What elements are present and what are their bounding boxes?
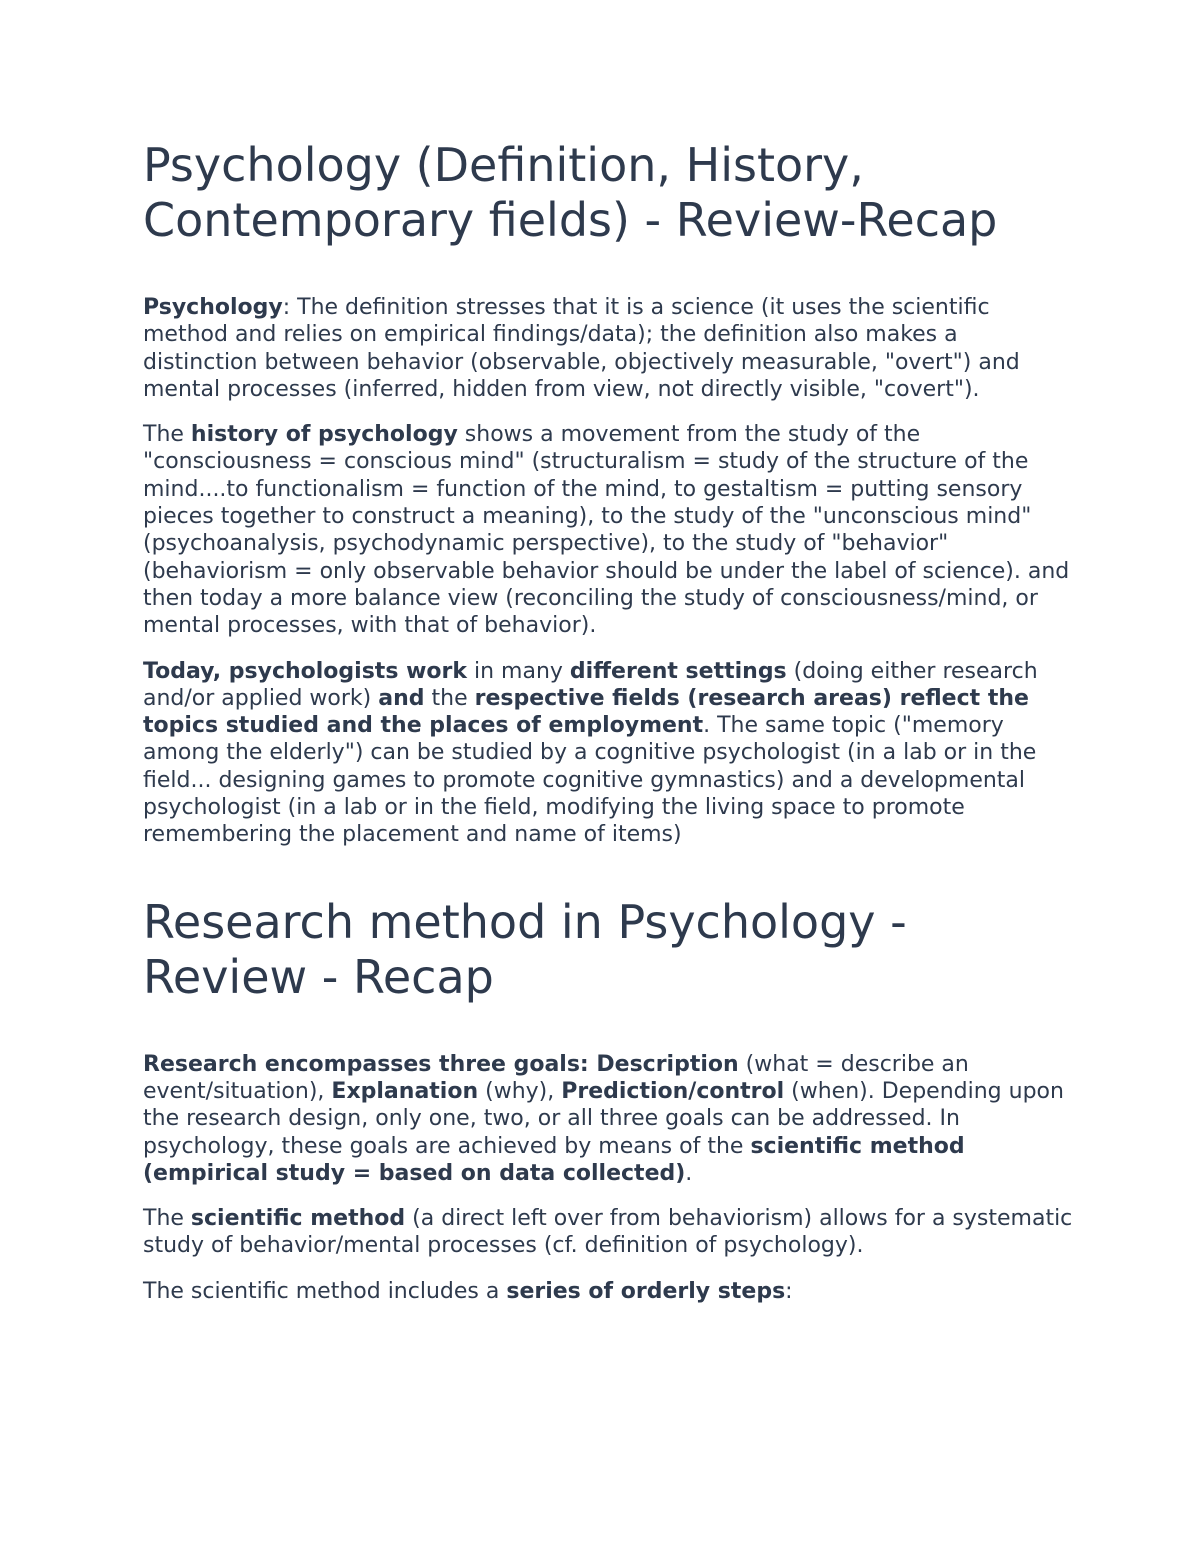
- paragraph-orderly-steps: The scientific method includes a series of orderly steps:: [143, 1278, 793, 1304]
- paragraph-history: The history of psychology shows a movement from the study of the "consciousness = conscious mind" (structuralism = study of the structure of the mind....to functionalism = function of the mind, to gestaltism = putting sensory pieces together to construct a meaning), to the study of the "unconscious mind" (psychoanalysis, psychodynamic perspective), to the study of "behavior" (behaviorism = only observable behavior should be under the label of science). and then today a more balance view (reconciling the study of consciousness/mind, or mental processes, with that of behavior).: [143, 422, 1070, 639]
- document-page: [143, 138, 1073, 1305]
- paragraph-scientific-method: The scientific method (a direct left over from behaviorism) allows for a systematic study of behavior/mental processes (cf. definition of psychology).: [143, 1206, 1073, 1259]
- section-heading-research-method: Research method in Psychology - Review - Recap: [143, 894, 907, 1004]
- paragraph-today: Today, psychologists work in many different settings (doing either research and/or applied work) and the respective fields (research areas) reflect the topics studied and the places of employment. The same topic ("memory among the elderly") can be studied by a cognitive psychologist (in a lab or in the field... designing games to promote cognitive gymnastics) and a developmental psychologist (in a lab or in the field, modifying the living space to promote remembering the placement and name of items): [143, 658, 1038, 848]
- paragraph-research-goals: Research encompasses three goals: Description (what = describe an event/situation), Explanation (why), Prediction/control (when). Depending upon the research design, only one, two, or all three goals can be addressed. In psychology, these goals are achieved by means of the scientific method (empirical study = based on data collected).: [143, 1051, 1064, 1186]
- term-history-of-psychology: history of psychology: [190, 422, 458, 448]
- section-heading-psychology: Psychology (Definition, History, Contemporary fields) - Review-Recap: [143, 138, 998, 247]
- term-psychology: Psychology: [143, 295, 283, 320]
- paragraph-definition: Psychology: The definition stresses that it is a science (it uses the scientific method and relies on empirical findings/data); the definition also makes a distinction between behavior (observable, objectively measurable, "overt") and mental processes (inferred, hidden from view, not directly visible, "covert").: [143, 295, 1020, 402]
